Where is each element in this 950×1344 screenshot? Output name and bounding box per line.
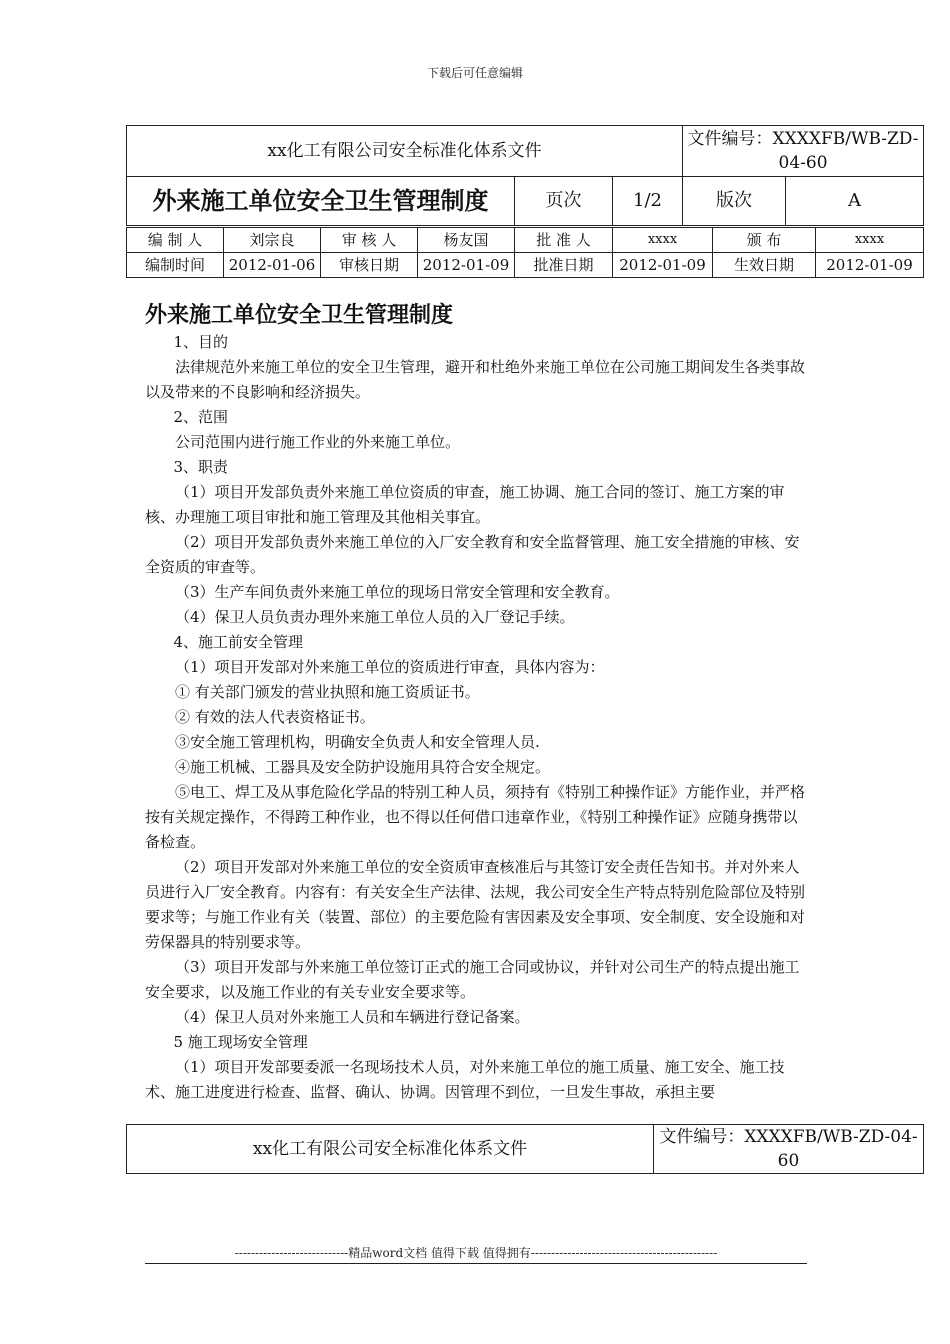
document-title: 外来施工单位安全卫生管理制度 (127, 177, 515, 226)
paragraph: （2）项目开发部对外来施工单位的安全资质审查核准后与其签订安全责任告知书。并对外来人员进行入厂安全教育。内容有：有关安全生产法律、法规，我公司安全生产特点特别危险部位及特别要求等；与施工作业有关（装置、部位）的主要危险有害因素及安全事项、安全制度、安全设施和对劳保器具的特别要求等。 (145, 858, 806, 951)
list-item: ③安全施工管理机构，明确安全负责人和安全管理人员. (175, 733, 540, 751)
document-body (145, 300, 807, 1105)
paragraph: 法律规范外来施工单位的安全卫生管理，避开和杜绝外来施工单位在公司施工期间发生各类事故以及带来的不良影响和经济损失。 (145, 358, 806, 401)
issuer-value: xxxx (816, 228, 924, 253)
list-item: ④施工机械、工器具及安全防护设施用具符合安全规定。 (175, 758, 551, 776)
paragraph: （4）保卫人员对外来施工人员和车辆进行登记备案。 (175, 1008, 530, 1026)
paragraph: （1）项目开发部负责外来施工单位资质的审查，施工协调、施工合同的签订、施工方案的审核、办理施工项目审批和施工管理及其他相关事宜。 (145, 483, 785, 526)
section-heading: 4、施工前安全管理 (173, 633, 304, 651)
page-value: 1/2 (613, 177, 683, 226)
approve-date-value: 2012-01-09 (613, 253, 713, 278)
page-label: 页次 (515, 177, 613, 226)
review-date-label: 审核日期 (321, 253, 418, 278)
body-heading: 外来施工单位安全卫生管理制度 (145, 302, 454, 328)
paragraph: （1）项目开发部对外来施工单位的资质进行审查，具体内容为： (175, 658, 605, 676)
effective-date-label: 生效日期 (713, 253, 816, 278)
footer-text: ----------------------------精品word文档 值得下载 值得拥有---------------------------------------------- (234, 1246, 718, 1260)
paragraph: （4）保卫人员负责办理外来施工单位人员的入厂登记手续。 (175, 608, 575, 626)
paragraph: （3）生产车间负责外来施工单位的现场日常安全管理和安全教育。 (175, 583, 620, 601)
list-item: ② 有效的法人代表资格证书。 (175, 708, 375, 726)
reviewer-label: 审 核 人 (321, 228, 418, 253)
company-name: xx化工有限公司安全标准化体系文件 (127, 126, 683, 177)
author-label: 编 制 人 (127, 228, 224, 253)
list-item: ⑤电工、焊工及从事危险化学品的特别工种人员，须持有《特别工种操作证》方能作业，并严格按有关规定操作，不得跨工种作业，也不得以任何借口违章作业，《特别工种操作证》应随身携带以备检查。 (145, 783, 806, 851)
version-value: A (786, 177, 924, 226)
version-label: 版次 (683, 177, 786, 226)
approver-label: 批 准 人 (515, 228, 613, 253)
section-heading: 2、范围 (173, 408, 229, 426)
effective-date-value: 2012-01-09 (816, 253, 924, 278)
section-heading: 3、职责 (173, 458, 229, 476)
document-header-table (126, 125, 924, 226)
footer-file-number: 文件编号：XXXXFB/WB-ZD-04-60 (654, 1125, 924, 1174)
top-note: 下载后可任意编辑 (426, 66, 523, 80)
author-date-value: 2012-01-06 (224, 253, 321, 278)
footer-company-name: xx化工有限公司安全标准化体系文件 (127, 1125, 654, 1174)
paragraph: （1）项目开发部要委派一名现场技术人员，对外来施工单位的施工质量、施工安全、施工技术、施工进度进行检查、监督、确认、协调。因管理不到位，一旦发生事故，承担主要 (145, 1058, 785, 1101)
reviewer-value: 杨友国 (418, 228, 515, 253)
review-date-value: 2012-01-09 (418, 253, 515, 278)
author-value: 刘宗良 (224, 228, 321, 253)
section-heading: 5 施工现场安全管理 (173, 1033, 308, 1051)
footer-divider (145, 1263, 807, 1264)
section-heading: 1、目的 (173, 333, 229, 351)
document-meta-table (126, 227, 924, 278)
page-footer-header-table (126, 1124, 924, 1174)
approver-value: xxxx (613, 228, 713, 253)
approve-date-label: 批准日期 (515, 253, 613, 278)
file-number: 文件编号：XXXXFB/WB-ZD-04-60 (683, 126, 924, 177)
paragraph: （3）项目开发部与外来施工单位签订正式的施工合同或协议，并针对公司生产的特点提出施工安全要求，以及施工作业的有关专业安全要求等。 (145, 958, 800, 1001)
author-date-label: 编制时间 (127, 253, 224, 278)
issuer-label: 颁 布 (713, 228, 816, 253)
list-item: ① 有关部门颁发的营业执照和施工资质证书。 (175, 683, 480, 701)
paragraph: 公司范围内进行施工作业的外来施工单位。 (175, 433, 461, 451)
paragraph: （2）项目开发部负责外来施工单位的入厂安全教育和安全监督管理、施工安全措施的审核、安全资质的审查等。 (145, 533, 800, 576)
